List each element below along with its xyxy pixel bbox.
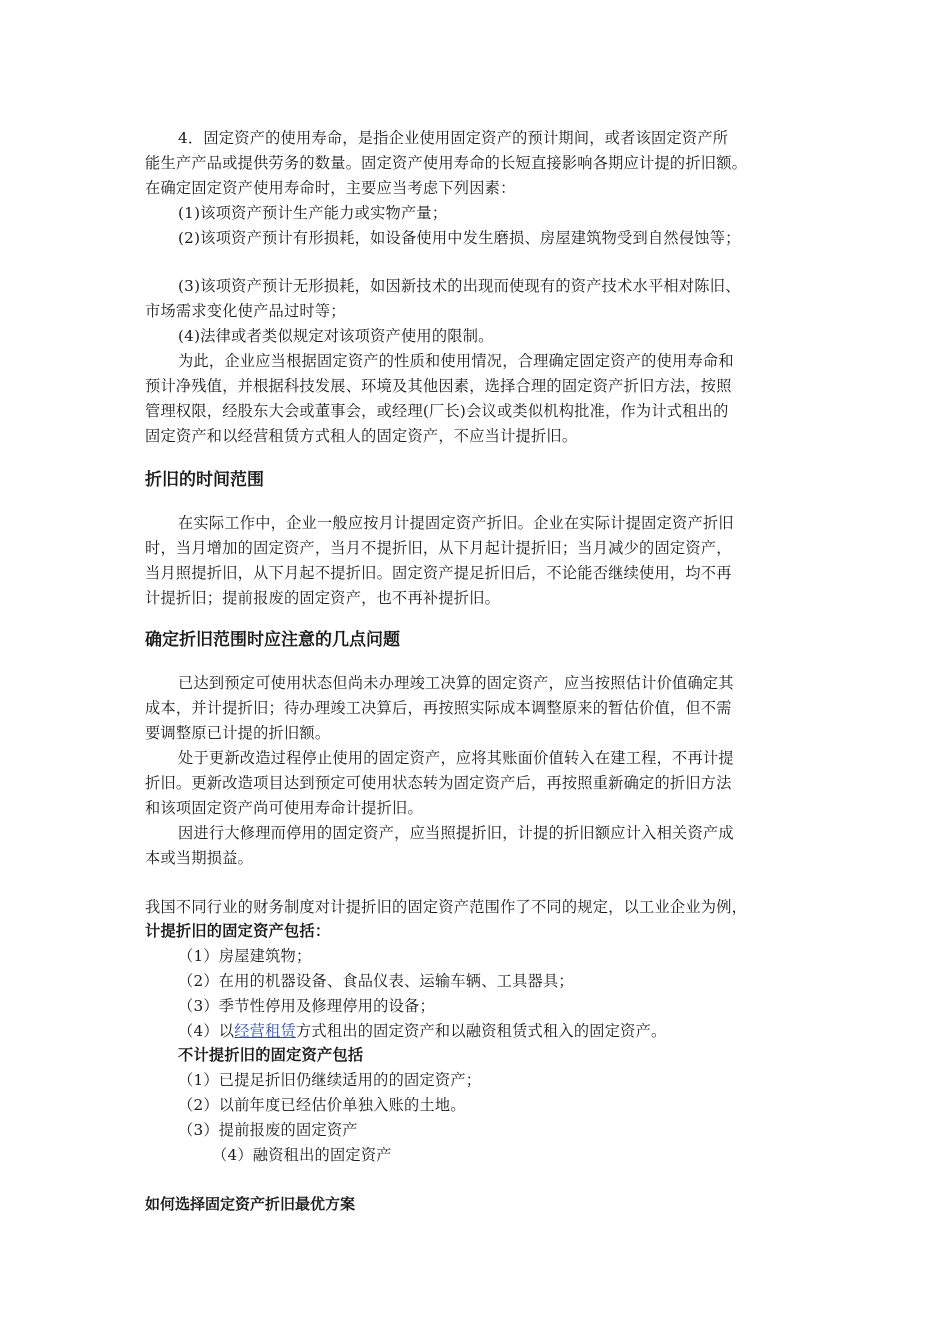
list-item: （1）房屋建筑物；	[178, 947, 312, 965]
section-heading: 如何选择固定资产折旧最优方案	[145, 1195, 356, 1213]
factor-item: (1)该项资产预计生产能力或实物产量；	[178, 204, 448, 222]
list-item: （3）季节性停用及修理停用的设备；	[178, 997, 435, 1015]
subheading-depreciable: 计提折旧的固定资产包括：	[145, 922, 331, 940]
paragraph-line: 和该项固定资产尚可使用寿命计提折旧。	[145, 799, 423, 817]
paragraph-line: 预计净残值，并根据科技发展、环境及其他因素，选择合理的固定资产折旧方法，按照	[145, 377, 732, 395]
paragraph-line: 时，当月增加的固定资产，当月不提折旧，从下月起计提折旧；当月减少的固定资产，	[145, 539, 732, 557]
list-item: （1）已提足折旧仍继续适用的的固定资产；	[178, 1071, 482, 1089]
paragraph-line: 因进行大修理而停用的固定资产，应当照提折旧，计提的折旧额应计入相关资产成	[178, 824, 734, 842]
list-item: （2）以前年度已经估价单独入账的土地。	[178, 1096, 466, 1114]
paragraph-line: 折旧。更新改造项目达到预定可使用状态转为固定资产后，再按照重新确定的折旧方法	[145, 774, 732, 792]
paragraph-line: 计提折旧；提前报废的固定资产，也不再补提折旧。	[145, 589, 501, 607]
factor-item-continued: 市场需求变化使产品过时等；	[145, 302, 346, 320]
paragraph-line: 管理权限，经股东大会或董事会，或经理(厂长)会议或类似机构批准，作为计式租出的	[145, 402, 729, 420]
paragraph-line: 已达到预定可使用状态但尚未办理竣工决算的固定资产，应当按照估计价值确定其	[178, 674, 734, 692]
section-heading: 确定折旧范围时应注意的几点问题	[145, 630, 400, 650]
paragraph-line: 当月照提折旧，从下月起不提折旧。固定资产提足折旧后，不论能否继续使用，均不再	[145, 564, 732, 582]
operating-lease-link[interactable]: 经营租赁	[234, 1022, 296, 1040]
list-item: （2）在用的机器设备、食品仪表、运输车辆、工具器具；	[178, 972, 574, 990]
paragraph-line: 本或当期损益。	[145, 849, 254, 867]
paragraph-line: 能生产产品或提供劳务的数量。固定资产使用寿命的长短直接影响各期应计提的折旧额。	[145, 154, 748, 172]
factor-item: (4)法律或者类似规定对该项资产使用的限制。	[178, 327, 494, 345]
list-item-suffix: 方式租出的固定资产和以融资租赁式租入的固定资产。	[295, 1022, 667, 1040]
section-heading: 折旧的时间范围	[145, 470, 264, 490]
factor-item: (3)该项资产预计无形损耗，如因新技术的出现而使现有的资产技术水平相对陈旧、	[178, 277, 741, 295]
paragraph-line: 固定资产和以经营租赁方式租人的固定资产，不应当计提折旧。	[145, 427, 578, 445]
paragraph-line: 要调整原已计提的折旧额。	[145, 724, 331, 742]
list-item	[178, 1019, 666, 1043]
paragraph-line: 我国不同行业的财务制度对计提折旧的固定资产范围作了不同的规定，以工业企业为例，	[145, 898, 748, 916]
paragraph-line: 为此，企业应当根据固定资产的性质和使用情况，合理确定固定资产的使用寿命和	[178, 352, 734, 370]
paragraph-line: 处于更新改造过程停止使用的固定资产，应将其账面价值转入在建工程，不再计提	[178, 749, 734, 767]
paragraph-line: 4．固定资产的使用寿命，是指企业使用固定资产的预计期间，或者该固定资产所	[178, 129, 729, 147]
list-item: （3）提前报废的固定资产	[178, 1121, 358, 1139]
subheading-non-depreciable: 不计提折旧的固定资产包括	[178, 1046, 364, 1064]
paragraph-line: 在实际工作中，企业一般应按月计提固定资产折旧。企业在实际计提固定资产折旧	[178, 514, 734, 532]
list-item-prefix: （4）以	[178, 1022, 235, 1040]
paragraph-line: 成本，并计提折旧；待办理竣工决算后，再按照实际成本调整原来的暂估价值，但不需	[145, 699, 732, 717]
paragraph-line: 在确定固定资产使用寿命时，主要应当考虑下列因素：	[145, 179, 516, 197]
factor-item: (2)该项资产预计有形损耗，如设备使用中发生磨损、房屋建筑物受到自然侵蚀等；	[178, 229, 741, 247]
list-item: （4）融资租出的固定资产	[212, 1146, 392, 1164]
